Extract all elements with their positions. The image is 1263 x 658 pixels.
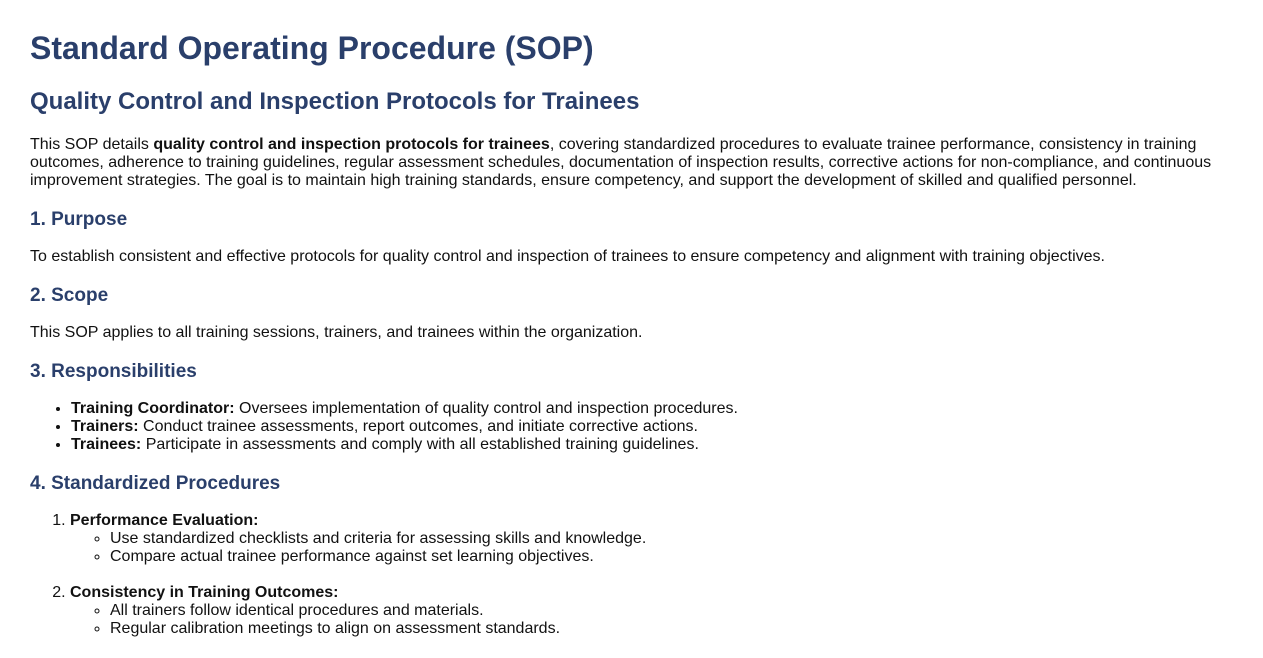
role-description: Oversees implementation of quality control and inspection procedures. (234, 400, 738, 417)
role-label: Trainees: (71, 436, 142, 453)
purpose-text: To establish consistent and effective protocols for quality control and inspection of trainees to ensure competency and alignment with training objectives. (30, 248, 1105, 265)
procedure-title: Consistency in Training Outcomes: (70, 584, 339, 601)
intro-suffix: , covering standardized procedures to evaluate trainee performance, consistency in training outcomes, adherence to training guidelines, regular assessment schedules, documentation of inspection results, corrective actions for non-compliance, and continuous improvement strategies. The goal is to maintain high training standards, ensure competency, and support the development of skilled and qualified personnel. (30, 136, 1212, 189)
intro-bold: quality control and inspection protocols for trainees (153, 136, 550, 153)
list-item: ◦ All trainers follow identical procedures and materials. (110, 602, 1233, 620)
list-item (71, 418, 1233, 436)
list-item: ◦ Use standardized checklists and criteria for assessing skills and knowledge. (110, 530, 1233, 548)
procedure-points (70, 602, 1233, 638)
list-item (70, 512, 1233, 566)
list-item: ◦ Compare actual trainee performance against set learning objectives. (110, 548, 1233, 566)
role-description: Conduct trainee assessments, report outcomes, and initiate corrective actions. (138, 418, 698, 435)
responsibilities-list (30, 400, 1233, 454)
role-label: Training Coordinator: (71, 400, 235, 417)
procedures-heading: 4. Standardized Procedures (30, 473, 281, 494)
role-label: Trainers: (71, 418, 139, 435)
list-item: ◦ Regular calibration meetings to align on assessment standards. (110, 620, 1233, 638)
purpose-heading: 1. Purpose (30, 209, 128, 230)
responsibilities-heading: 3. Responsibilities (30, 361, 197, 382)
scope-heading: 2. Scope (30, 285, 109, 306)
page-title: Standard Operating Procedure (SOP) (30, 30, 594, 66)
document-subtitle: Quality Control and Inspection Protocols for Trainees (30, 88, 640, 115)
intro-paragraph (30, 136, 1233, 190)
procedure-title: Performance Evaluation: (70, 512, 259, 529)
list-item (70, 584, 1233, 638)
procedure-points (70, 530, 1233, 566)
intro-prefix: This SOP details (30, 136, 154, 153)
list-item (71, 436, 1233, 454)
list-item (71, 400, 1233, 418)
role-description: Participate in assessments and comply with all established training guidelines. (141, 436, 699, 453)
procedures-list (30, 512, 1233, 638)
scope-text: This SOP applies to all training sessions, trainers, and trainees within the organization. (30, 324, 643, 341)
